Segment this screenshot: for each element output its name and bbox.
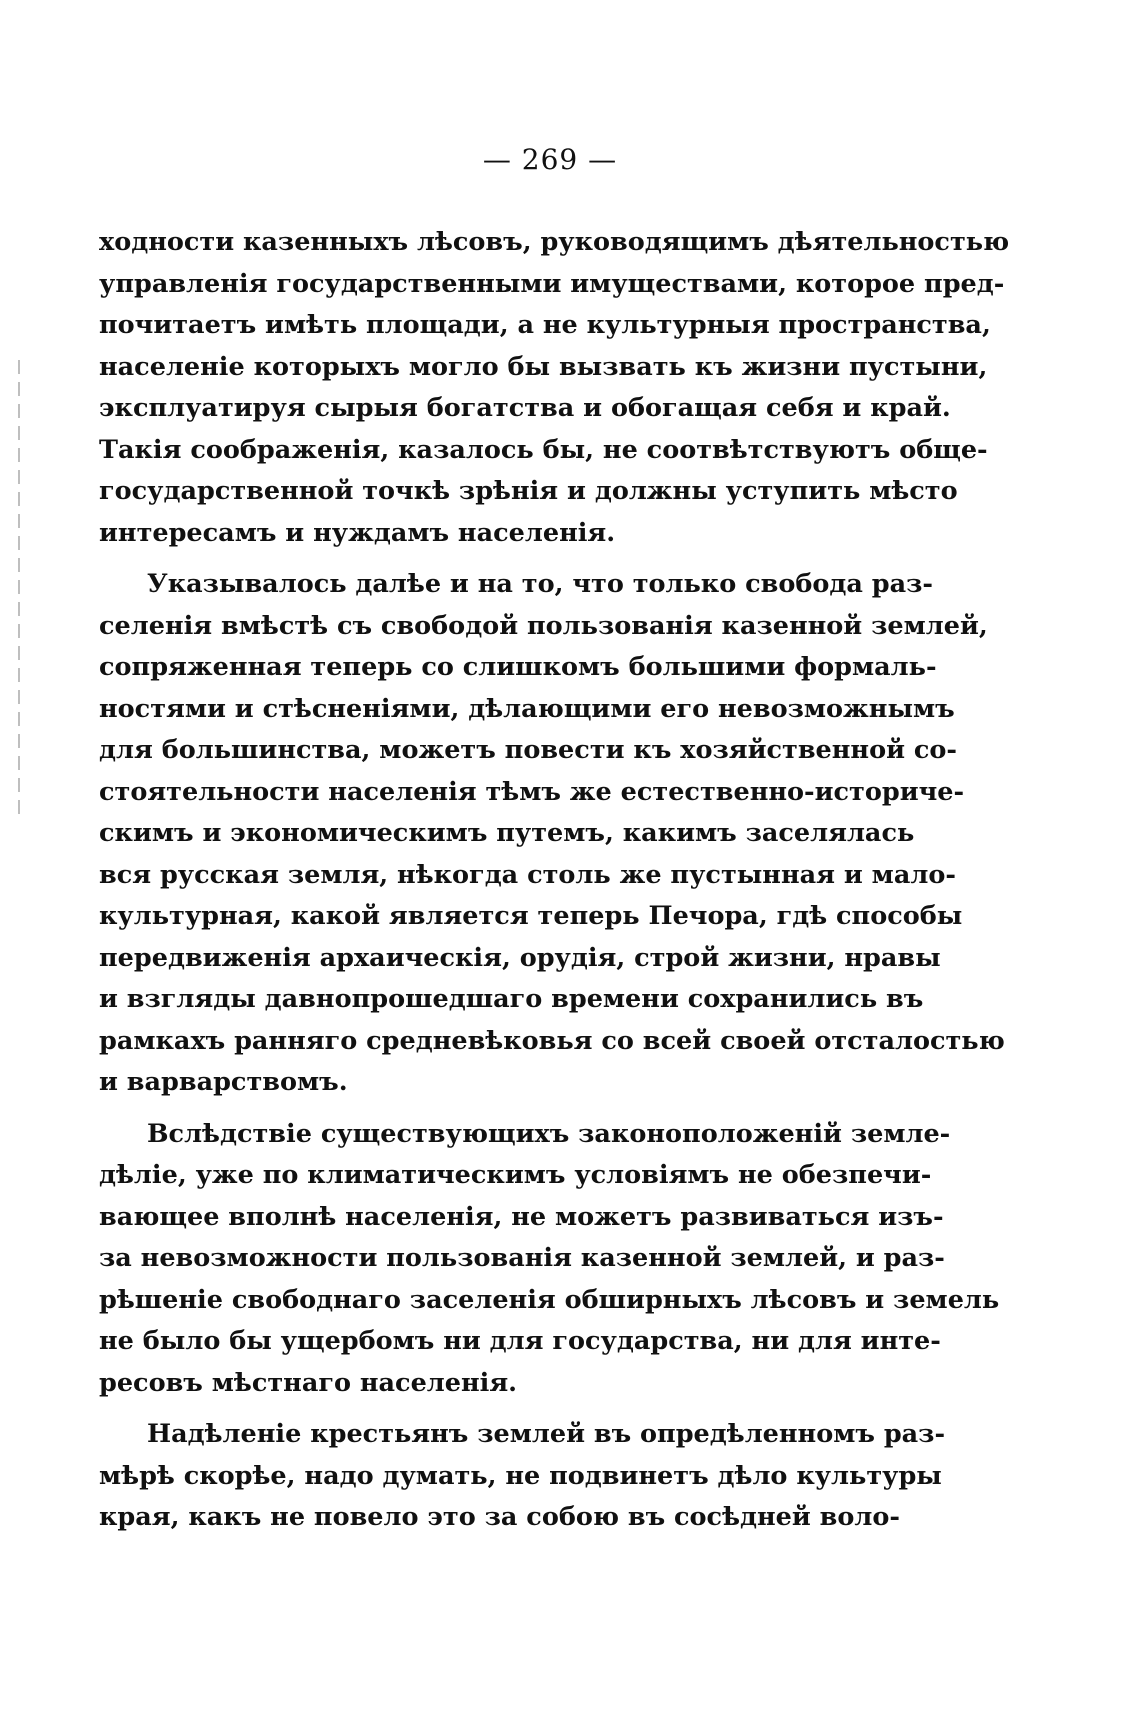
text-line: ностями и стѣсненіями, дѣлающими его невозможнымъ bbox=[99, 693, 955, 724]
text-line: сопряженная теперь со слишкомъ большими формаль- bbox=[99, 652, 937, 682]
text-line: стоятельности населенія тѣмъ же естественно-историче- bbox=[99, 776, 965, 807]
text-line: эксплуатируя сырыя богатства и обогащая себя и край. bbox=[99, 393, 951, 423]
text-line: почитаетъ имѣть площади, а не культурныя пространства, bbox=[99, 310, 991, 340]
text-line: культурная, какой является теперь Печора, гдѣ способы bbox=[99, 901, 963, 931]
page-number: — 269 — bbox=[482, 143, 618, 176]
text-line: населеніе которыхъ могло бы вызвать къ жизни пустыни, bbox=[99, 351, 988, 382]
text-line: Надѣленіе крестьянъ землей въ опредѣленномъ раз- bbox=[147, 1419, 946, 1449]
text-line: Указывалось далѣе и на то, что только свобода раз- bbox=[147, 569, 933, 599]
text-line: для большинства, можетъ повести къ хозяйственной со- bbox=[99, 735, 958, 765]
text-line: Вслѣдствіе существующихъ законоположеній земле- bbox=[147, 1118, 951, 1149]
text-line: края, какъ не повело это за собою въ сосѣдней воло- bbox=[99, 1502, 900, 1532]
text-line: управленія государственными имуществами, которое пред- bbox=[99, 268, 1005, 299]
text-line: мѣрѣ скорѣе, надо думать, не подвинетъ дѣло культуры bbox=[99, 1460, 942, 1491]
text-line: вся русская земля, нѣкогда столь же пустынная и мало- bbox=[99, 859, 956, 890]
paragraph-4 bbox=[99, 1414, 946, 1539]
text-line: ресовъ мѣстнаго населенія. bbox=[99, 1367, 518, 1398]
body-text bbox=[99, 222, 1010, 1549]
text-line: интересамъ и нуждамъ населенія. bbox=[99, 517, 616, 548]
text-line: вающее вполнѣ населенія, не можетъ развиваться изъ- bbox=[99, 1201, 944, 1232]
text-line: и варварствомъ. bbox=[99, 1067, 348, 1097]
text-line: скимъ и экономическимъ путемъ, какимъ заселялась bbox=[99, 818, 915, 848]
paragraph-1 bbox=[99, 222, 1010, 554]
text-line: за невозможности пользованія казенной землей, и раз- bbox=[99, 1243, 945, 1273]
paragraph-3 bbox=[99, 1114, 1000, 1405]
text-line: селенія вмѣстѣ съ свободой пользованія казенной землей, bbox=[99, 610, 988, 641]
text-line: рѣшеніе свободнаго заселенія обширныхъ лѣсовъ и земель bbox=[99, 1284, 1000, 1315]
text-line: рамкахъ ранняго средневѣковья со всей своей отсталостью bbox=[99, 1025, 1005, 1056]
text-line: Такія соображенія, казалось бы, не соотвѣтствуютъ обще- bbox=[99, 434, 988, 465]
text-line: ходности казенныхъ лѣсовъ, руководящимъ дѣятельностью bbox=[99, 227, 1010, 257]
text-line: государственной точкѣ зрѣнія и должны уступить мѣсто bbox=[99, 476, 958, 506]
text-line: дѣліе, уже по климатическимъ условіямъ не обезпечи- bbox=[99, 1160, 932, 1190]
text-line: и взгляды давнопрошедшаго времени сохранились въ bbox=[99, 984, 924, 1014]
paragraph-2 bbox=[99, 564, 1005, 1104]
text-line: не было бы ущербомъ ни для государства, ни для инте- bbox=[99, 1326, 941, 1356]
text-line: передвиженія архаическія, орудія, строй жизни, нравы bbox=[99, 942, 941, 973]
margin-scan-rule bbox=[18, 360, 20, 820]
